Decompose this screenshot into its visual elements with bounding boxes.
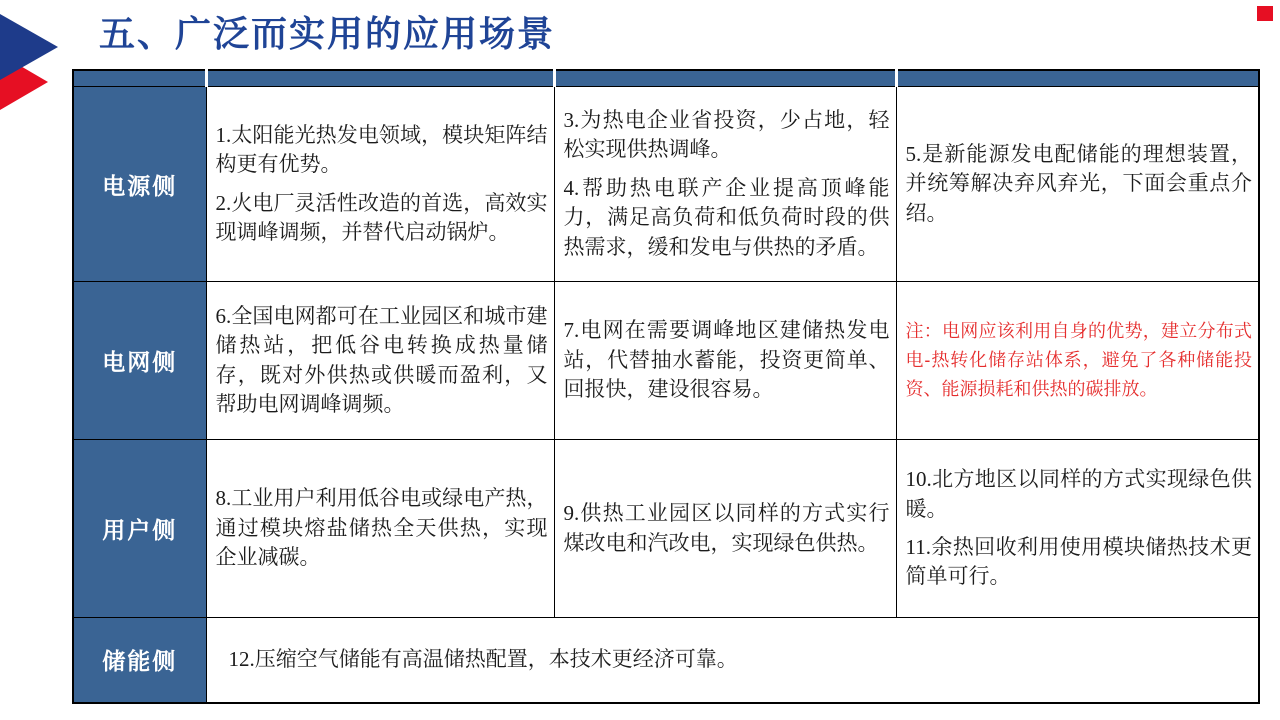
cell-power-side-1 <box>206 87 554 282</box>
cell-paragraph: 2.火电厂灵活性改造的首选，高效实现调峰调频，并替代启动锅炉。 <box>215 190 548 244</box>
cell-paragraph: 7.电网在需要调峰地区建储热发电站，代替抽水蓄能，投资更简单、回报快，建设很容易。 <box>563 318 890 402</box>
table-header-cell <box>896 70 1259 87</box>
cell-grid-side-1 <box>206 282 554 440</box>
cell-paragraph: 12.压缩空气储能有高温储热配置，本技术更经济可靠。 <box>228 647 738 672</box>
cell-paragraph: 1.太阳能光热发电领域，模块矩阵结构更有优势。 <box>215 122 548 177</box>
cell-paragraph: 4.帮助热电联产企业提高顶峰能力，满足高负荷和低负荷时段的供热需求，缓和发电与供热的矛盾。 <box>563 175 890 259</box>
cell-paragraph: 11.余热回收利用使用模块储热技术更简单可行。 <box>905 535 1252 589</box>
table-header-cell <box>206 70 554 87</box>
table-header-cell <box>554 70 896 87</box>
cell-paragraph: 6.全国电网都可在工业园区和城市建储热站，把低谷电转换成热量储存，既对外供热或供暖而盈利，又帮助电网调峰调频。 <box>215 303 548 416</box>
cell-paragraph: 5.是新能源发电配储能的理想装置，并统筹解决弃风弃光，下面会重点介绍。 <box>905 141 1252 225</box>
row-label-storage-side: 储能侧 <box>73 618 206 703</box>
table-row-user-side <box>73 440 1259 618</box>
slide-title: 五、广泛而实用的应用场景 <box>99 14 556 54</box>
cell-power-side-2 <box>554 87 896 282</box>
cell-paragraph: 8.工业用户利用低谷电或绿电产热，通过模块熔盐储热全天供热，实现企业减碳。 <box>215 486 548 570</box>
cell-user-side-3 <box>896 440 1259 618</box>
row-label-user-side: 用户侧 <box>73 440 206 618</box>
application-scenarios-table <box>72 69 1260 704</box>
cell-power-side-3 <box>896 87 1259 282</box>
cell-grid-side-note <box>896 282 1259 440</box>
corner-chevron-blue-icon <box>0 14 58 80</box>
table-row-grid-side <box>73 282 1259 440</box>
note-paragraph: 注：电网应该利用自身的优势，建立分布式电-热转化储存站体系，避免了各种储能投资、能源损耗和供热的碳排放。 <box>905 321 1252 399</box>
row-label-power-side: 电源侧 <box>73 87 206 282</box>
cell-paragraph: 3.为热电企业省投资，少占地，轻松实现供热调峰。 <box>563 108 890 162</box>
cell-grid-side-2 <box>554 282 896 440</box>
cell-paragraph: 10.北方地区以同样的方式实现绿色供暖。 <box>905 467 1252 521</box>
table-row-power-side <box>73 87 1259 282</box>
table-row-storage-side <box>73 618 1259 703</box>
top-right-red-marker <box>1257 6 1273 21</box>
table-header-cell <box>73 70 206 87</box>
table-header-row <box>73 70 1259 87</box>
cell-storage-side <box>206 618 1259 703</box>
row-label-grid-side: 电网侧 <box>73 282 206 440</box>
cell-paragraph: 9.供热工业园区以同样的方式实行煤改电和汽改电，实现绿色供热。 <box>563 501 890 555</box>
cell-user-side-2 <box>554 440 896 618</box>
cell-user-side-1 <box>206 440 554 618</box>
